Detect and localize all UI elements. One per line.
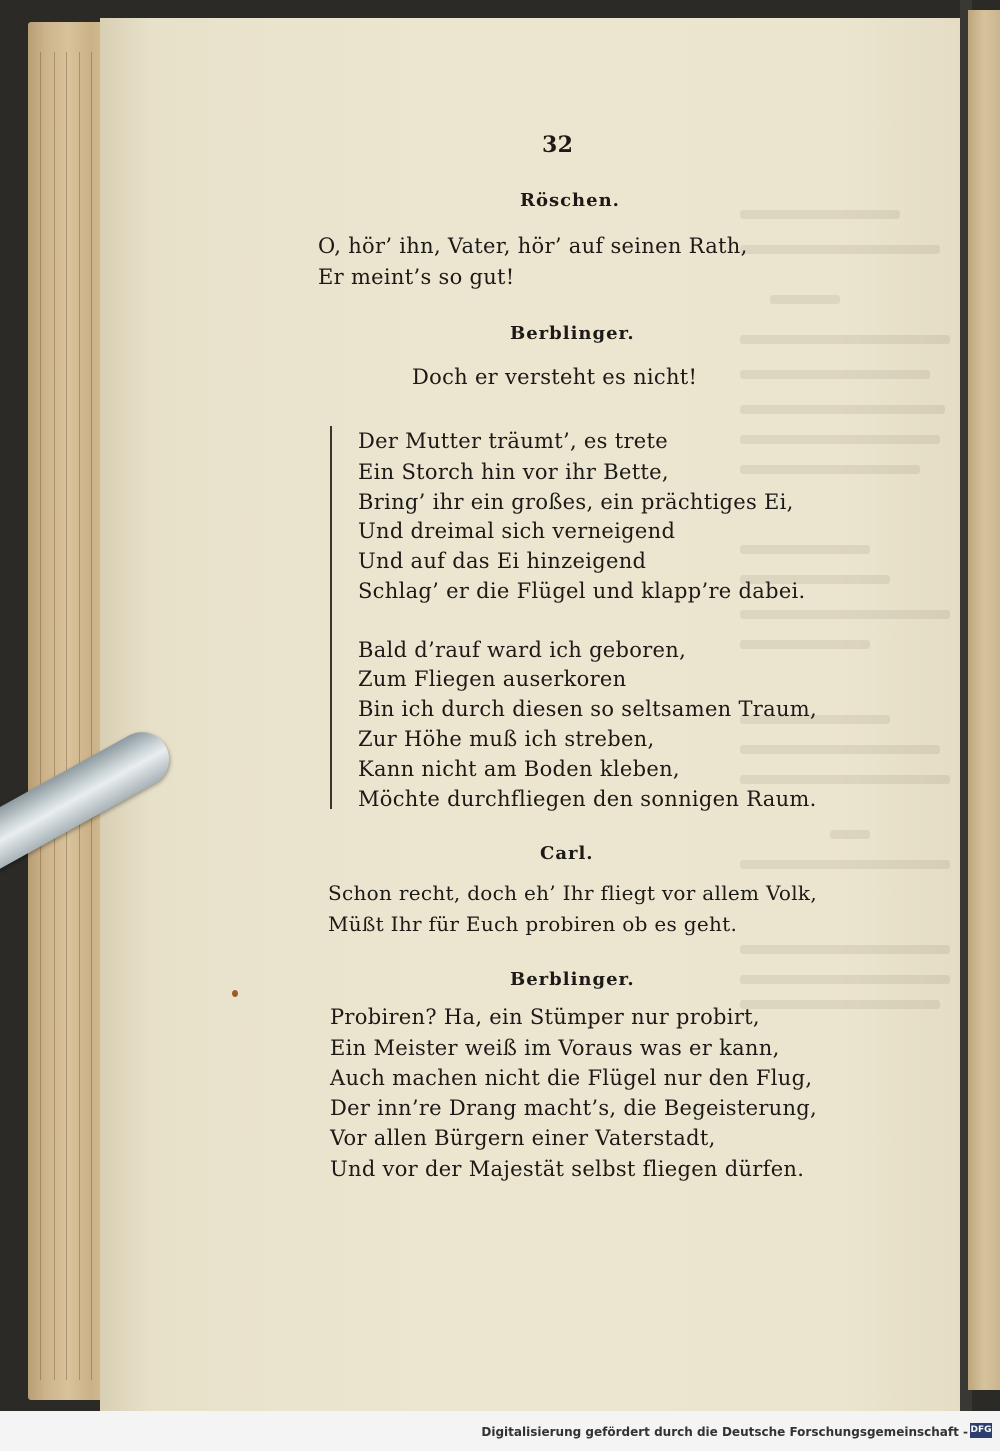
next-page-edge [968,10,1000,1390]
song-line: Bin ich durch diesen so seltsamen Traum, [358,697,817,721]
speaker-berblinger: Berblinger. [510,323,635,344]
verse-line: Schon recht, doch eh’ Ihr fliegt vor allem Volk, [328,881,817,905]
verse-line: Und vor der Majestät selbst fliegen dürfen. [330,1157,805,1181]
song-line: Bring’ ihr ein großes, ein prächtiges Ei, [358,490,794,514]
footer-credit: Digitalisierung gefördert durch die Deutsche Forschungsgemeinschaft - [481,1425,968,1439]
song-line: Kann nicht am Boden kleben, [358,757,680,781]
page-number: 32 [542,132,574,158]
song-line: Möchte durchfliegen den sonnigen Raum. [358,787,817,811]
song-line: Ein Storch hin vor ihr Bette, [358,460,669,484]
song-line: Zum Fliegen auserkoren [358,667,627,691]
song-line: Der Mutter träumt’, es trete [358,429,668,453]
ink-spot [232,990,238,997]
dfg-logo: DFG [970,1423,992,1438]
verse-line: Der inn’re Drang macht’s, die Begeisterung, [330,1096,818,1120]
verse-line: O, hör’ ihn, Vater, hör’ auf seinen Rath, [318,234,748,258]
song-margin-rule [330,426,332,809]
song-line: Bald d’rauf ward ich geboren, [358,638,687,662]
verse-line: Doch er versteht es nicht! [412,365,698,389]
verse-line: Vor allen Bürgern einer Vaterstadt, [330,1126,716,1150]
song-line: Und auf das Ei hinzeigend [358,549,647,573]
song-line: Und dreimal sich verneigend [358,519,676,543]
verse-line: Probiren? Ha, ein Stümper nur probirt, [330,1005,760,1029]
speaker-carl: Carl. [540,843,594,864]
song-line: Zur Höhe muß ich streben, [358,727,655,751]
speaker-roeschen: Röschen. [520,190,620,211]
verse-line: Er meint’s so gut! [318,265,515,289]
show-through [740,170,960,1170]
speaker-berblinger: Berblinger. [510,969,635,990]
song-line: Schlag’ er die Flügel und klapp’re dabei. [358,579,806,603]
verse-line: Auch machen nicht die Flügel nur den Flug, [330,1066,813,1090]
verse-line: Müßt Ihr für Euch probiren ob es geht. [328,912,738,936]
verse-line: Ein Meister weiß im Voraus was er kann, [330,1036,780,1060]
